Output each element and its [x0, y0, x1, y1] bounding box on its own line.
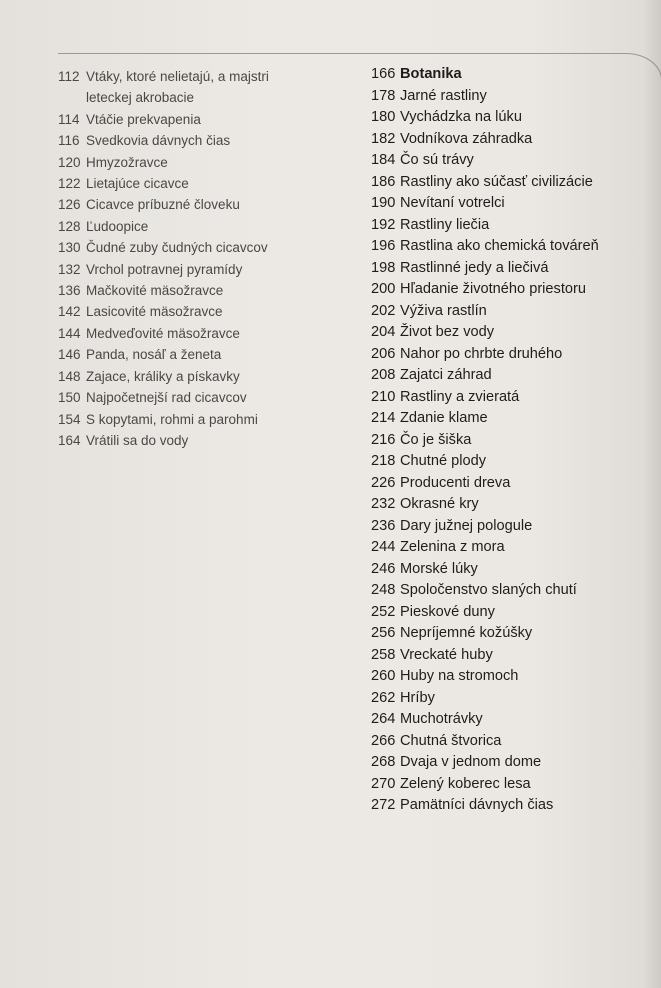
toc-entry-title: Hľadanie životného priestoru	[400, 281, 586, 297]
toc-page-number: 198	[371, 259, 396, 276]
toc-page-number: 260	[371, 668, 396, 684]
toc-page-number: 246	[371, 560, 396, 577]
toc-entry-title: Morské lúky	[400, 560, 478, 577]
toc-section-title: Botanika	[400, 66, 462, 82]
toc-entry-title: Čudné zuby čudných cicavcov	[86, 240, 268, 256]
toc-page-number: 122	[58, 176, 81, 192]
toc-entry	[371, 774, 651, 796]
toc-entry-title: Producenti dreva	[400, 474, 511, 491]
toc-entry-title: Rastliny ako súčasť civilizácie	[400, 173, 593, 190]
toc-entry-title: Vrchol potravnej pyramídy	[86, 261, 243, 277]
toc-entry	[58, 430, 348, 451]
toc-entry-title: Vreckaté huby	[400, 646, 493, 663]
toc-entry-title: Pieskové duny	[400, 603, 495, 620]
toc-page-number: 128	[58, 218, 81, 234]
toc-entry	[371, 322, 651, 344]
toc-entry-title: Vtáčie prekvapenia	[86, 111, 201, 127]
toc-entry-title: Lietajúce cicavce	[86, 176, 189, 192]
toc-page-number: 206	[371, 345, 396, 362]
toc-entry	[371, 64, 651, 86]
toc-entry-title: Nevítaní votrelci	[400, 195, 505, 211]
toc-entry-title: Zelený koberec lesa	[400, 775, 531, 792]
toc-entry-title: Medveďovité mäsožravce	[86, 325, 240, 341]
toc-page-number: 114	[58, 111, 80, 127]
toc-entry	[58, 301, 348, 322]
toc-entry-title: Mačkovité mäsožravce	[86, 283, 224, 299]
toc-entry	[58, 173, 348, 194]
toc-entry	[58, 216, 348, 237]
toc-entry	[371, 365, 651, 387]
toc-entry-title: Spoločenstvo slaných chutí	[400, 582, 577, 598]
toc-entry	[58, 366, 348, 387]
toc-entry-title: Lasicovité mäsožravce	[86, 304, 223, 320]
toc-page-number: 226	[371, 474, 396, 491]
toc-entry	[58, 259, 348, 280]
toc-entry	[371, 344, 651, 366]
toc-page-number: 142	[58, 304, 81, 320]
toc-entry	[371, 559, 651, 581]
toc-page-number: 180	[371, 109, 396, 125]
toc-entry-title: Čo sú trávy	[400, 152, 474, 168]
toc-page-number: 214	[371, 410, 396, 426]
toc-right-column	[371, 64, 651, 817]
toc-entry	[371, 107, 651, 129]
toc-page-number: 258	[371, 646, 396, 663]
toc-page-number: 186	[371, 173, 396, 190]
toc-entry	[371, 709, 651, 731]
toc-entry	[371, 666, 651, 688]
toc-page-number: 218	[371, 453, 396, 469]
toc-page-number: 204	[371, 324, 396, 340]
toc-entry-title: Jarné rastliny	[400, 87, 487, 104]
toc-entry-title: Život bez vody	[400, 324, 495, 340]
toc-entry	[371, 150, 651, 172]
toc-entry-title: Dary južnej pologule	[400, 517, 533, 534]
toc-entry	[371, 215, 651, 237]
toc-entry	[371, 279, 651, 301]
toc-entry	[371, 494, 651, 516]
toc-page-number: 120	[58, 154, 81, 170]
toc-page-number: 192	[371, 216, 396, 233]
toc-entry-title: Rastliny a zvieratá	[400, 388, 520, 405]
toc-page-number: 136	[58, 283, 81, 299]
toc-entry	[58, 194, 348, 215]
toc-entry	[58, 152, 348, 173]
toc-page-number: 154	[58, 411, 81, 427]
toc-page-number: 150	[58, 390, 81, 406]
toc-entry-title: Chutné plody	[400, 453, 487, 469]
toc-entry-title: Ľudoopice	[86, 218, 149, 234]
toc-page-number: 210	[371, 388, 396, 405]
toc-entry	[371, 473, 651, 495]
top-rule	[58, 53, 628, 54]
toc-page-number: 182	[371, 130, 396, 147]
toc-entry	[371, 86, 651, 108]
toc-page-number: 148	[58, 368, 81, 384]
toc-entry	[371, 623, 651, 645]
toc-page-number: 270	[371, 775, 396, 792]
toc-entry-title: Výživa rastlín	[400, 302, 487, 319]
toc-entry-title: Svedkovia dávnych čias	[86, 133, 231, 149]
toc-entry-title: Rastliny liečia	[400, 216, 490, 233]
toc-entry	[371, 129, 651, 151]
toc-entry-title: Zajace, králiky a pískavky	[86, 368, 240, 384]
toc-entry-title: Nepríjemné kožúšky	[400, 625, 533, 641]
toc-page-number: 164	[58, 432, 81, 448]
toc-left-column	[58, 66, 348, 451]
toc-entry-title: Hmyzožravce	[86, 154, 168, 170]
toc-page-number: 248	[371, 582, 396, 598]
toc-entry	[58, 387, 348, 408]
toc-entry-title: Dvaja v jednom dome	[400, 754, 542, 770]
toc-entry	[58, 280, 348, 301]
toc-entry-title: Zdanie klame	[400, 410, 488, 426]
toc-page-number: 236	[371, 517, 396, 534]
toc-entry	[58, 66, 348, 109]
toc-page-number: 208	[371, 367, 396, 383]
toc-page-number: 244	[371, 539, 396, 555]
toc-entry	[371, 537, 651, 559]
toc-page-number: 112	[58, 69, 80, 84]
toc-entry-title: Rastlina ako chemická továreň	[400, 238, 599, 254]
toc-page-number: 132	[58, 261, 81, 277]
toc-entry-title: Vtáky, ktoré nelietajú, a majstri leteckej akrobacie	[86, 69, 269, 106]
toc-entry	[371, 602, 651, 624]
toc-entry-title: Vrátili sa do vody	[86, 432, 189, 448]
toc-entry-title: Cicavce príbuzné človeku	[86, 197, 240, 213]
toc-page-number: 166	[371, 66, 396, 82]
toc-entry-title: Vychádzka na lúku	[400, 109, 522, 125]
toc-entry	[371, 193, 651, 215]
toc-entry	[371, 795, 651, 817]
toc-entry-title: Hríby	[400, 689, 435, 706]
toc-entry-title: Čo je šiška	[400, 431, 472, 448]
toc-entry-title: Pamätníci dávnych čias	[400, 797, 554, 813]
toc-page-number: 190	[371, 195, 396, 211]
toc-entry-title: Huby na stromoch	[400, 668, 519, 684]
toc-entry-title: Rastlinné jedy a liečivá	[400, 259, 549, 276]
toc-entry	[371, 752, 651, 774]
toc-page-number: 256	[371, 625, 396, 641]
toc-page-number: 116	[58, 133, 80, 149]
toc-page-number: 264	[371, 711, 396, 727]
toc-entry	[371, 408, 651, 430]
toc-page-number: 196	[371, 238, 396, 254]
toc-page-number: 130	[58, 240, 81, 256]
toc-page-number: 126	[58, 197, 81, 213]
toc-entry-title: Chutná štvorica	[400, 732, 502, 749]
toc-page-number: 146	[58, 347, 81, 363]
toc-entry	[371, 301, 651, 323]
toc-page-number: 178	[371, 87, 396, 104]
toc-entry-title: Nahor po chrbte druhého	[400, 345, 563, 362]
toc-entry	[371, 645, 651, 667]
toc-page-number: 266	[371, 732, 396, 749]
toc-entry-title: Najpočetnejší rad cicavcov	[86, 390, 247, 406]
toc-page-number: 216	[371, 431, 396, 448]
toc-entry	[371, 688, 651, 710]
toc-page-number: 272	[371, 797, 396, 813]
toc-page-number: 184	[371, 152, 396, 168]
toc-entry	[58, 323, 348, 344]
toc-entry-title: Muchotrávky	[400, 711, 483, 727]
toc-entry	[371, 387, 651, 409]
toc-page-number: 232	[371, 496, 396, 512]
toc-entry	[371, 451, 651, 473]
toc-entry	[371, 516, 651, 538]
toc-entry	[371, 258, 651, 280]
toc-entry	[58, 237, 348, 258]
toc-entry	[371, 580, 651, 602]
toc-page-number: 262	[371, 689, 396, 706]
toc-entry	[371, 430, 651, 452]
toc-entry-title: Okrasné kry	[400, 496, 479, 512]
toc-page-number: 268	[371, 754, 396, 770]
toc-entry	[371, 172, 651, 194]
toc-entry-title: Zelenina z mora	[400, 539, 505, 555]
toc-entry	[371, 236, 651, 258]
toc-entry	[58, 109, 348, 130]
toc-page-number: 252	[371, 603, 396, 620]
toc-entry	[371, 731, 651, 753]
toc-page-number: 200	[371, 281, 396, 297]
toc-page-number: 144	[58, 325, 81, 341]
toc-entry	[58, 344, 348, 365]
toc-entry-title: S kopytami, rohmi a parohmi	[86, 411, 258, 427]
toc-entry-title: Panda, nosáľ a ženeta	[86, 347, 222, 363]
toc-entry	[58, 409, 348, 430]
toc-page-number: 202	[371, 302, 396, 319]
toc-entry-title: Vodníkova záhradka	[400, 130, 533, 147]
toc-entry	[58, 130, 348, 151]
toc-entry-title: Zajatci záhrad	[400, 367, 492, 383]
